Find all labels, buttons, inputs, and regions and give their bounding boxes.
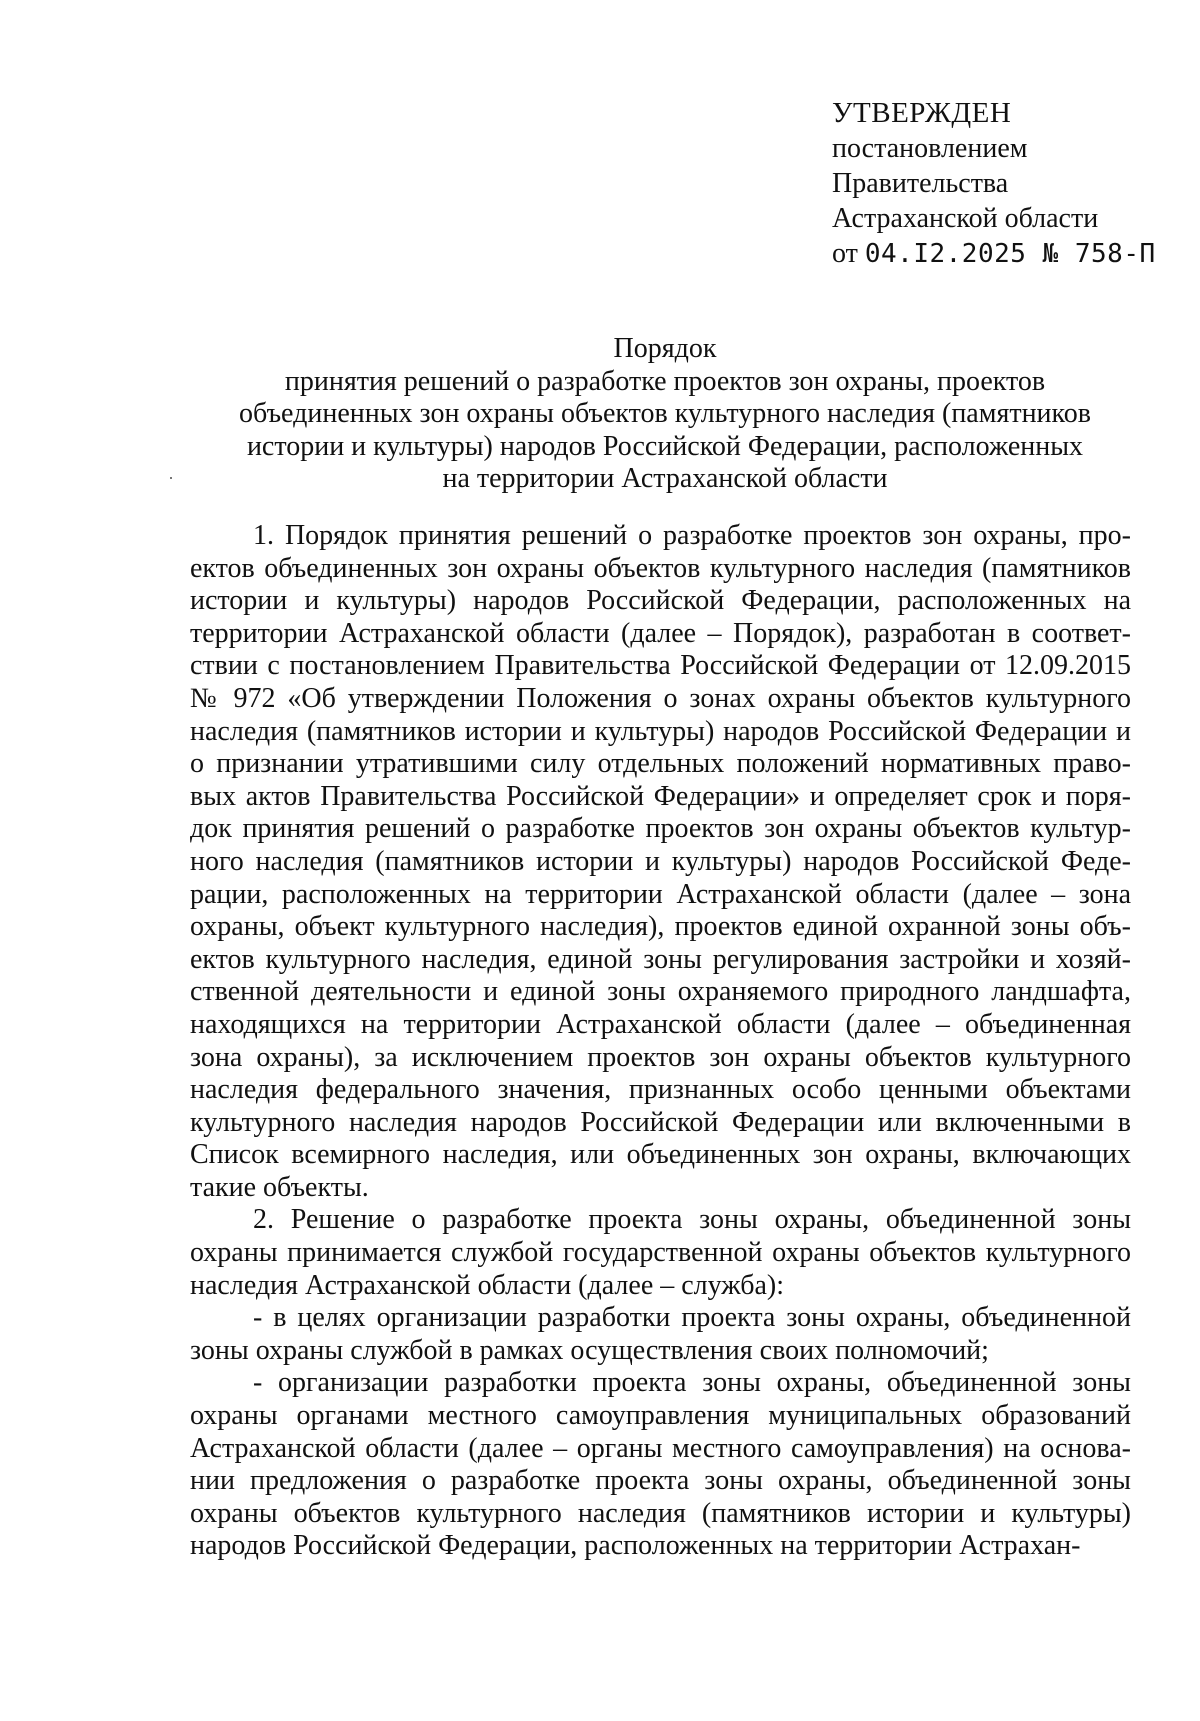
- scan-speck: [170, 477, 172, 479]
- approval-stamp: [832, 96, 1172, 272]
- document-subtitle-line: объединенных зон охраны объектов культурного наследия (памятников: [239, 398, 1091, 429]
- approval-line-3: Астраханской области: [832, 203, 1099, 234]
- document-subtitle-line: принятия решений о разработке проектов зон охраны, проектов: [284, 365, 1046, 397]
- approval-date-line: [832, 236, 1172, 272]
- approval-title: УТВЕРЖДЕН: [832, 97, 1012, 129]
- document-heading: [190, 333, 1140, 496]
- approval-date-prefix: от: [832, 238, 858, 269]
- paragraph-2-item-2: - организации разработки проекта зоны охраны, объединенной зоны охраны органами местного самоуправления муниципальных образований Астраханской области (далее – органы местного самоуправления) на основании предложения о разработке проекта зоны охраны, объединенной зоны охраны объектов культурного наследия (памятников истории и культуры) народов Российской Федерации, расположенных на территории Астрахан-: [190, 1367, 1131, 1562]
- document-title: Порядок: [613, 333, 717, 364]
- document-body: [190, 520, 1131, 1563]
- approval-date-number: 04.I2.2025 № 758-П: [864, 239, 1156, 269]
- approval-line-1: постановлением: [832, 133, 1028, 164]
- document-subtitle-line: истории и культуры) народов Российской Федерации, расположенных: [246, 430, 1084, 462]
- approval-line-2: Правительства: [832, 168, 1009, 199]
- document-subtitle-line: на территории Астраханской области: [442, 463, 888, 494]
- paragraph-2: 2. Решение о разработке проекта зоны охраны, объединенной зоны охраны принимается службой государственной охраны объектов культурного наследия Астраханской области (далее – служба):: [190, 1204, 1131, 1301]
- paragraph-1: 1. Порядок принятия решений о разработке проектов зон охраны, проектов объединенных зон охраны объектов культурного наследия (памятников истории и культуры) народов Российской Федерации, расположенных на территории Астраханской области (далее – Порядок), разработан в соответствии с постановлением Правительства Российской Федерации от 12.09.2015 № 972 «Об утверждении Положения о зонах охраны объектов культурного наследия (памятников истории и культуры) народов Российской Федерации и о признании утратившими силу отдельных положений нормативных правовых актов Правительства Российской Федерации» и определяет срок и порядок принятия решений о разработке проектов зон охраны объектов культурного наследия (памятников истории и культуры) народов Российской Федерации, расположенных на территории Астраханской области (далее – зона охраны, объект культурного наследия), проектов единой охранной зоны объектов культурного наследия, единой зоны регулирования застройки и хозяйственной деятельности и единой зоны охраняемого природного ландшафта, находящихся на территории Астраханской области (далее – объединенная зона охраны), за исключением проектов зон охраны объектов культурного наследия федерального значения, признанных особо ценными объектами культурного наследия народов Российской Федерации или включенными в Список всемирного наследия, или объединенных зон охраны, включающих такие объекты.: [190, 520, 1131, 1203]
- paragraph-2-item-1: - в целях организации разработки проекта зоны охраны, объединенной зоны охраны службой в рамках осуществления своих полномочий;: [190, 1302, 1131, 1366]
